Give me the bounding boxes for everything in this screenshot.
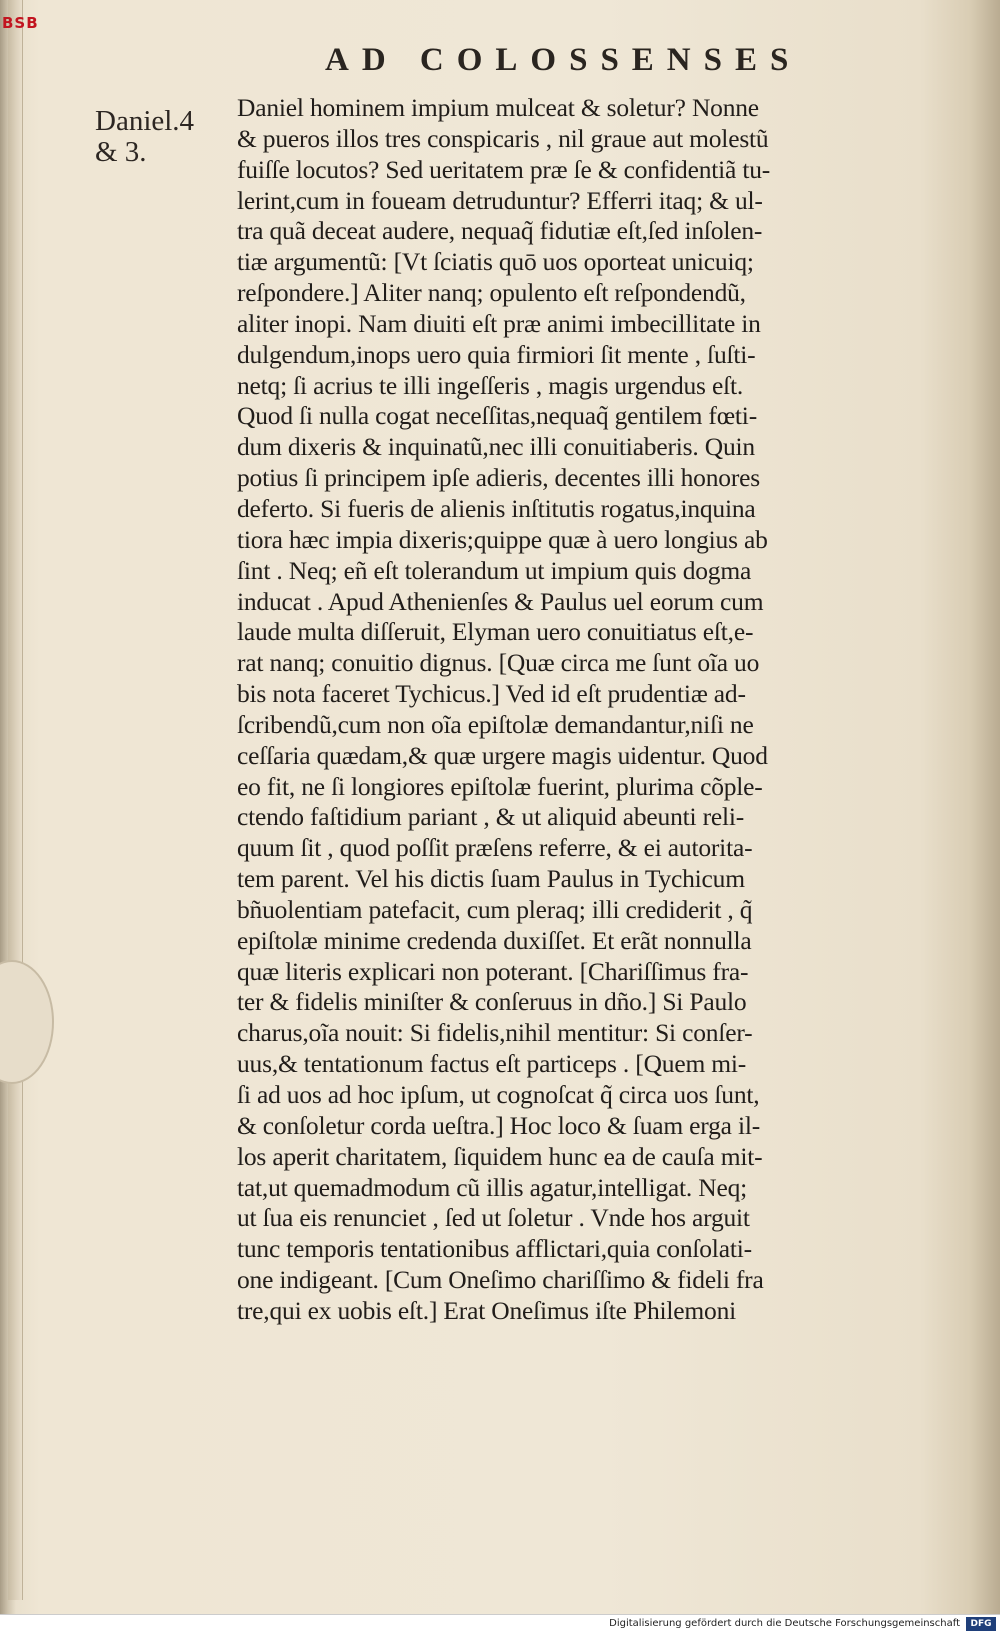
text-line: tra quã deceat audere, nequaq̃ fidutiæ eſt,ſed inſolen- — [237, 216, 763, 246]
text-line: uus,& tentationum factus eſt particeps . [Quem mi- — [237, 1049, 747, 1079]
text-line: tunc temporis tentationibus afflictari,quia conſolati- — [237, 1234, 752, 1264]
text-line: bñuolentiam patefacit, cum pleraq; illi crediderit , q̃ — [237, 894, 753, 924]
text-line: tre,qui ex uobis eſt.] Erat Oneſimus iſte Philemoni — [237, 1295, 737, 1325]
text-line: Daniel hominem impium mulceat & soletur? Nonne — [237, 93, 759, 122]
margin-note — [95, 106, 215, 168]
text-line: dum dixeris & inquinatũ,nec illi conuitiaberis. Quin — [237, 432, 755, 462]
text-line: charus,oĩa nouit: Si fidelis,nihil mentitur: Si conſer- — [237, 1018, 753, 1048]
text-line: ctendo faſtidium pariant , & ut aliquid abeunti reli- — [237, 802, 745, 832]
text-line: tiæ argumentũ: [Vt ſciatis quō uos oporteat unicuiq; — [237, 247, 754, 277]
dfg-logo: DFG — [966, 1617, 996, 1631]
text-line: quum ſit , quod poſſit præſens referre, & ei autorita- — [237, 833, 753, 863]
footer-bar — [0, 1614, 1000, 1635]
text-line: deferto. Si fueris de alienis inſtitutis rogatus,inquina — [237, 493, 756, 523]
text-line: inducat . Apud Athenienſes & Paulus uel eorum cum — [237, 586, 764, 616]
text-line: eo fit, ne ſi longiores epiſtolæ fuerint, plurima cõple- — [237, 771, 763, 801]
text-line: ſcribendũ,cum non oĩa epiſtolæ demandantur,niſi ne — [237, 709, 754, 739]
text-line: Quod ſi nulla cogat neceſſitas,nequaq̃ gentilem fœti- — [237, 401, 757, 431]
text-line: tat,ut quemadmodum cũ illis agatur,intelligat. Neq; — [237, 1172, 747, 1202]
text-line: one indigeant. [Cum Oneſimo chariſſimo & fideli fra — [237, 1265, 764, 1295]
text-line: los aperit charitatem, ſiquidem hunc ea de cauſa mit- — [237, 1141, 763, 1171]
body-text — [237, 93, 937, 1327]
text-line: potius ſi principem ipſe adieris, decentes illi honores — [237, 463, 760, 493]
text-line: ſint . Neq; eñ eſt tolerandum ut impium quis dogma — [237, 555, 752, 585]
text-line: & pueros illos tres conspicaris , nil graue aut molestũ — [237, 123, 769, 153]
text-line: laude multa diſſeruit, Elyman uero conuitiatus eſt,e- — [237, 617, 754, 647]
text-line: ter & fidelis miniſter & conſeruus in dño.] Si Paulo — [237, 987, 747, 1017]
text-line: tem parent. Vel his dictis ſuam Paulus in Tychicum — [237, 864, 745, 894]
text-line: & conſoletur corda ueſtra.] Hoc loco & ſuam erga il- — [237, 1110, 761, 1140]
text-line: ut ſua eis renunciet , ſed ut ſoletur . Vnde hos arguit — [237, 1203, 750, 1233]
margin-note-line: Daniel.4 — [95, 105, 195, 137]
text-line: lerint,cum in foueam detruduntur? Efferri itaq; & ul- — [237, 185, 763, 215]
text-line: bis nota faceret Tychicus.] Ved id eſt prudentiæ ad- — [237, 679, 746, 709]
running-head: AD COLOSSENSES — [325, 42, 802, 78]
text-line: quæ literis explicari non poterant. [Chariſſimus fra- — [237, 956, 749, 986]
text-line: dulgendum,inops uero quia firmiori ſit mente , ſuſti- — [237, 339, 756, 369]
margin-note-line: & 3. — [95, 136, 147, 168]
page-stack-edge — [8, 0, 23, 1600]
text-line: ſi ad uos ad hoc ipſum, ut cognoſcat q̃ circa uos ſunt, — [237, 1080, 760, 1109]
text-line: rat nanq; conuitio dignus. [Quæ circa me ſunt oĩa uo — [237, 648, 760, 678]
text-line: aliter inopi. Nam diuiti eſt præ animi imbecillitate in — [237, 308, 761, 338]
text-line: reſpondere.] Aliter nanq; opulento eſt reſpondendũ, — [237, 278, 746, 308]
library-stamp: BSB — [2, 14, 39, 32]
text-line: ceſſaria quædam,& quæ urgere magis uidentur. Quod — [237, 740, 768, 770]
text-line: netq; ſi acrius te illi ingeſſeris , magis urgendus eſt. — [237, 370, 744, 400]
text-line: fuiſſe locutos? Sed ueritatem præ ſe & confidentiã tu- — [237, 154, 771, 184]
text-line: epiſtolæ minime credenda duxiſſet. Et erãt nonnulla — [237, 925, 752, 955]
text-line: tiora hæc impia dixeris;quippe quæ à uero longius ab — [237, 524, 768, 554]
funding-credit: Digitalisierung gefördert durch die Deutsche Forschungsgemeinschaft — [609, 1618, 960, 1629]
